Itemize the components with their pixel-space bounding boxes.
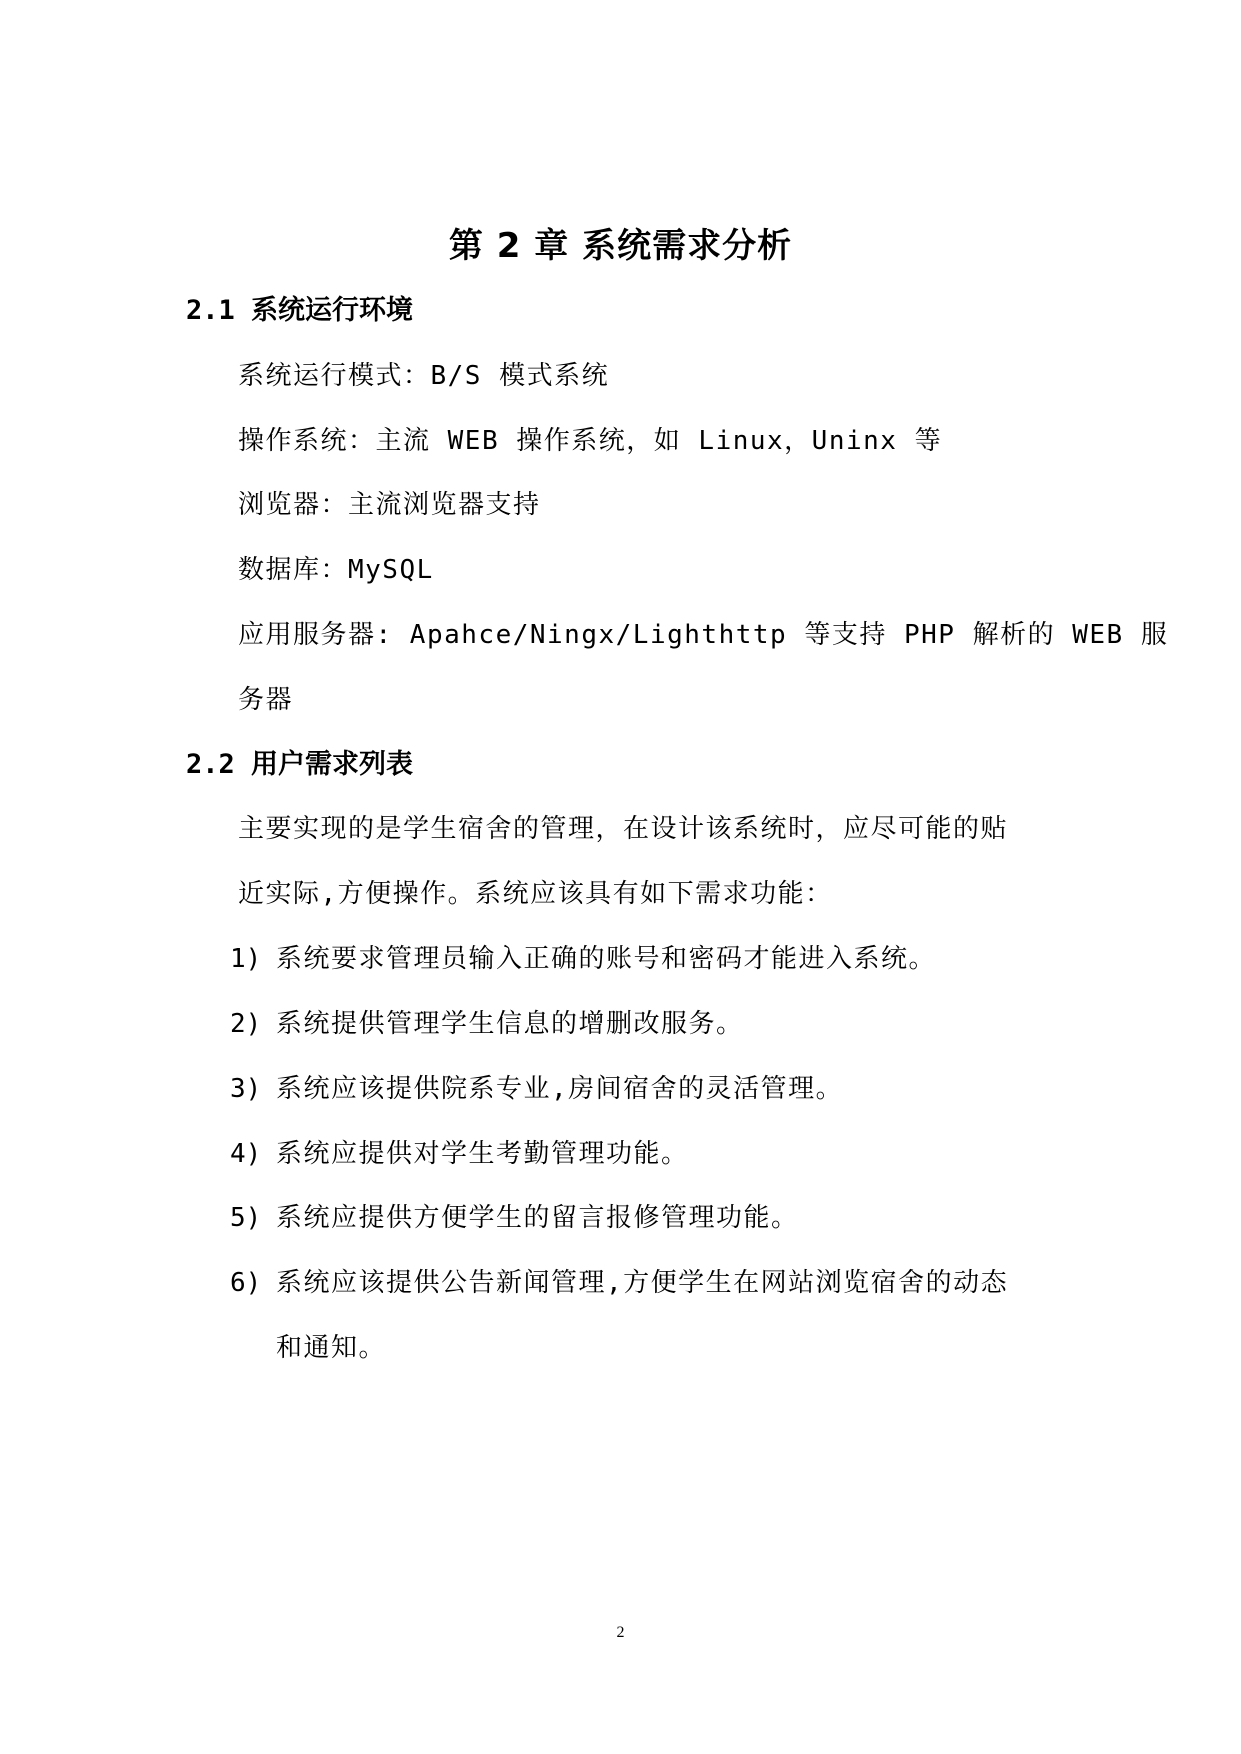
list-item [230,1135,689,1173]
list-item-text: 系统要求管理员输入正确的账号和密码才能进入系统。 [276,944,937,974]
env-run-mode: 系统运行模式：B/S 模式系统 [238,361,610,391]
env-database: 数据库：MySQL [238,555,434,585]
list-item-number: 2) [230,1009,262,1039]
list-item-number: 1) [230,944,262,974]
list-item-continuation: 和通知。 [276,1333,387,1363]
list-item-text: 系统应该提供公告新闻管理,方便学生在网站浏览宿舍的动态 [276,1268,1009,1298]
requirements-intro-line-1: 主要实现的是学生宿舍的管理，在设计该系统时，应尽可能的贴 [238,814,1009,844]
env-app-server: 应用服务器: Apahce/Ningx/Lighthttp 等支持 PHP 解析的 WEB 服 [238,620,1169,650]
requirements-intro-line-2: 近实际,方便操作。系统应该具有如下需求功能： [238,879,833,909]
list-item-number: 5) [230,1203,262,1233]
section-heading-2-2: 2.2 用户需求列表 [186,749,414,780]
env-app-server-cont: 务器 [238,685,294,715]
list-item-text: 系统应提供方便学生的留言报修管理功能。 [276,1203,799,1233]
list-item-text: 系统提供管理学生信息的增删改服务。 [276,1009,744,1039]
list-item-text: 系统应该提供院系专业,房间宿舍的灵活管理。 [276,1074,844,1104]
list-item [230,940,936,978]
list-item [230,1005,744,1043]
list-item-number: 6) [230,1268,262,1298]
section-heading-2-1: 2.1 系统运行环境 [186,295,414,326]
list-item [230,1070,843,1108]
page-number: 2 [616,1624,625,1641]
env-browser: 浏览器：主流浏览器支持 [238,490,541,520]
list-item [230,1264,1008,1302]
env-os: 操作系统：主流 WEB 操作系统，如 Linux，Uninx 等 [238,426,943,456]
list-item-number: 4) [230,1139,262,1169]
list-item-number: 3) [230,1074,262,1104]
list-item-text: 系统应提供对学生考勤管理功能。 [276,1139,689,1169]
list-item [230,1199,799,1237]
chapter-title: 第 2 章 系统需求分析 [448,226,793,266]
